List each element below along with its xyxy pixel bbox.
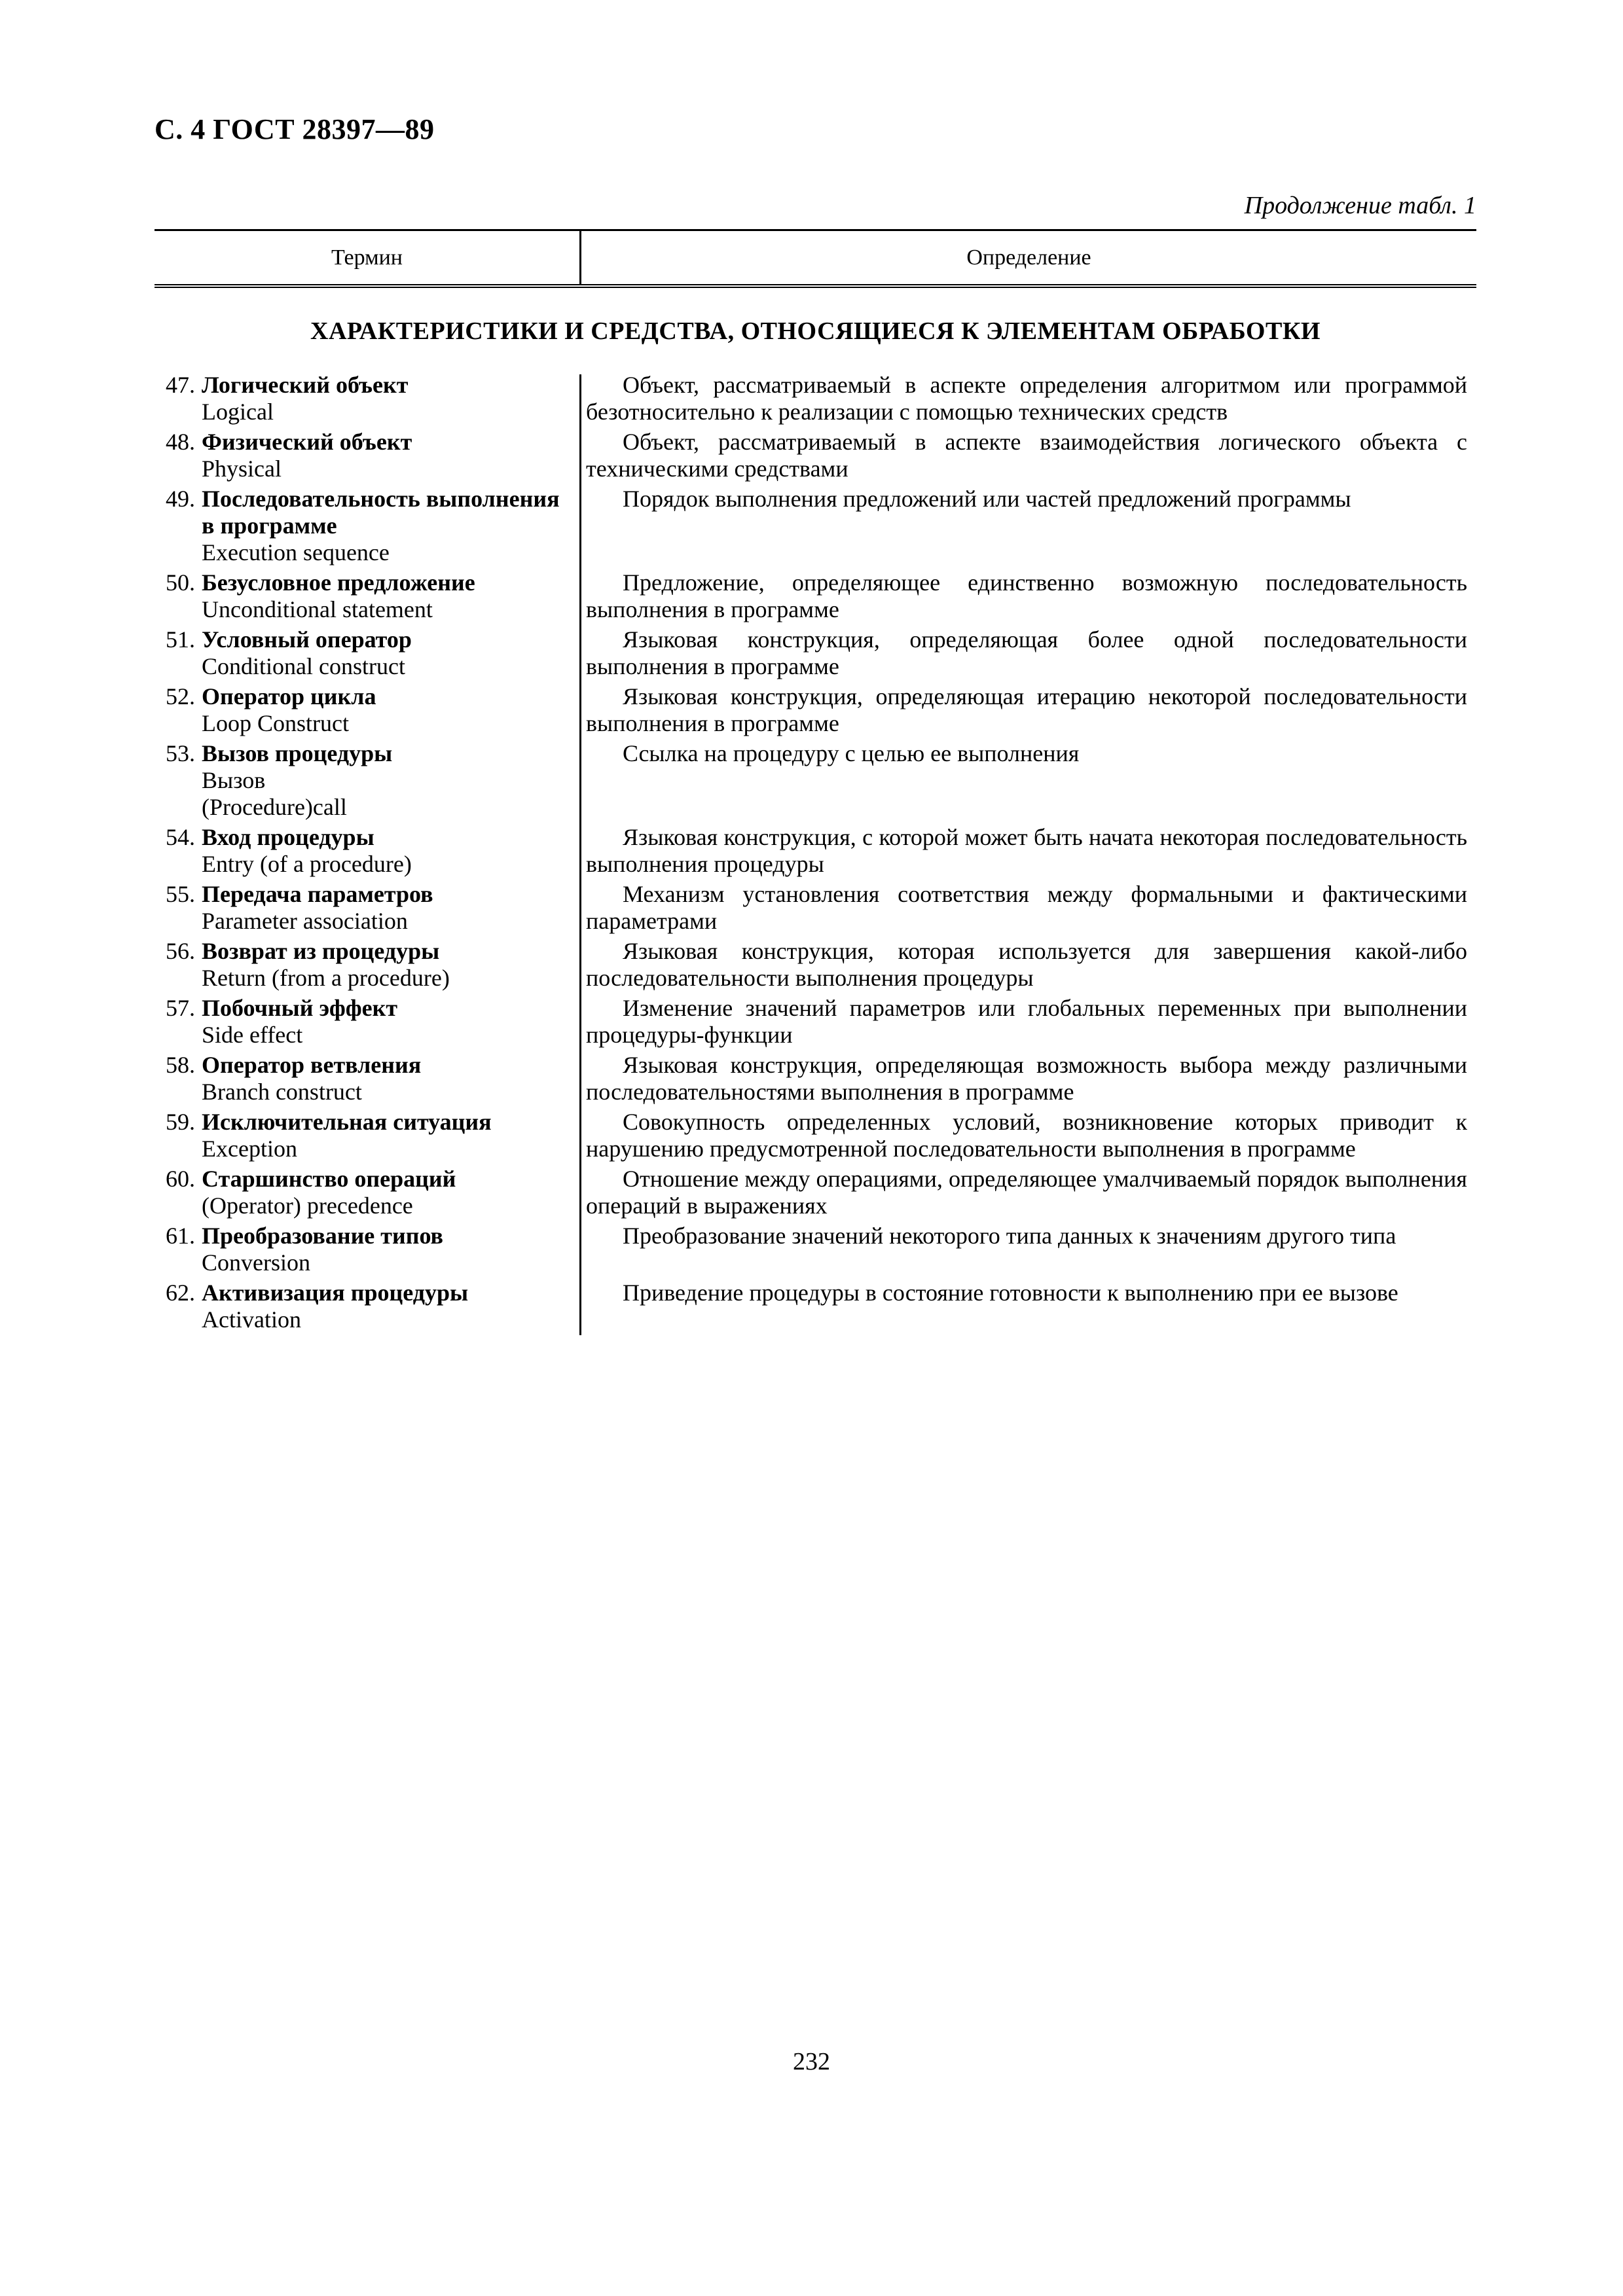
term-number: 56. xyxy=(166,938,195,964)
definition-cell: Предложение, определяющее единственно возможную последовательность выполнения в программе xyxy=(586,569,1467,622)
term-cell xyxy=(155,1109,579,1162)
term-number: 47. xyxy=(166,372,195,398)
term-english: Side effect xyxy=(202,1022,303,1048)
term-number: 57. xyxy=(166,995,195,1021)
term-number: 62. xyxy=(166,1280,195,1306)
table-row xyxy=(155,881,1476,935)
term-english: Execution sequence xyxy=(202,539,390,565)
section-title: ХАРАКТЕРИСТИКИ И СРЕДСТВА, ОТНОСЯЩИЕСЯ К ЭЛЕМЕНТАМ ОБРАБОТКИ xyxy=(310,317,1321,345)
column-definition-heading: Определение xyxy=(966,245,1091,270)
term-cell xyxy=(155,1052,579,1105)
table-row xyxy=(155,1109,1476,1162)
term-cell xyxy=(155,1280,579,1333)
term-english: Conditional construct xyxy=(202,653,405,679)
definition-cell: Приведение процедуры в состояние готовности к выполнению при ее вызове xyxy=(623,1280,1398,1306)
term-cell xyxy=(155,486,579,566)
table-row xyxy=(155,1052,1476,1105)
table-row xyxy=(155,1223,1476,1276)
definition-cell: Языковая конструкция, которая используется для завершения какой-либо последовательности выполнения процедуры xyxy=(586,938,1467,991)
term-russian: Активизация процедуры xyxy=(202,1280,469,1306)
definition-cell: Преобразование значений некоторого типа данных к значениям другого типа xyxy=(623,1223,1396,1249)
definition-cell: Ссылка на процедуру с целью ее выполнения xyxy=(623,740,1080,766)
table-row xyxy=(155,938,1476,992)
definition-cell: Объект, рассматриваемый в аспекте взаимодействия логического объекта с техническими средствами xyxy=(586,429,1467,482)
column-term-heading: Термин xyxy=(331,245,403,270)
term-russian: Исключительная ситуация xyxy=(202,1109,492,1135)
term-russian: Безусловное предложение xyxy=(202,569,475,596)
term-number: 59. xyxy=(166,1109,195,1135)
table-row xyxy=(155,995,1476,1049)
term-english: Parameter association xyxy=(202,908,408,934)
term-cell xyxy=(155,683,579,737)
table-continuation-note: Продолжение табл. 1 xyxy=(1244,192,1476,219)
term-number: 52. xyxy=(166,683,195,709)
table-row xyxy=(155,626,1476,680)
term-number: 61. xyxy=(166,1223,195,1249)
term-english: Conversion xyxy=(202,1249,310,1276)
table-row xyxy=(155,1280,1476,1333)
term-cell xyxy=(155,995,579,1049)
definition-cell: Механизм установления соответствия между формальными и фактическими параметрами xyxy=(586,881,1467,934)
definition-cell: Совокупность определенных условий, возникновение которых приводит к нарушению предусмотренной последовательности выполнения в программе xyxy=(586,1109,1467,1162)
term-cell xyxy=(155,1223,579,1276)
definition-cell: Языковая конструкция, определяющая возможность выбора между различными последовательностями выполнения в программе xyxy=(586,1052,1467,1105)
term-cell xyxy=(155,824,579,878)
term-english: (Operator) precedence xyxy=(202,1193,413,1219)
table-row xyxy=(155,1166,1476,1219)
term-number: 55. xyxy=(166,881,195,907)
term-cell xyxy=(155,938,579,992)
term-cell xyxy=(155,881,579,935)
table-row xyxy=(155,372,1476,425)
term-number: 50. xyxy=(166,569,195,596)
term-russian: Условный оператор xyxy=(202,626,412,653)
term-number: 58. xyxy=(166,1052,195,1078)
definition-cell: Языковая конструкция, определяющая итерацию некоторой последовательности выполнения в программе xyxy=(586,683,1467,736)
term-english: Return (from a procedure) xyxy=(202,965,450,991)
term-number: 60. xyxy=(166,1166,195,1192)
term-russian: Возврат из процедуры xyxy=(202,938,440,964)
definition-cell: Отношение между операциями, определяющее умалчиваемый порядок выполнения операций в выражениях xyxy=(586,1166,1467,1219)
table-row xyxy=(155,824,1476,878)
terms-table xyxy=(155,372,1476,1336)
term-number: 48. xyxy=(166,429,195,455)
term-english: Unconditional statement xyxy=(202,596,433,622)
term-russian: Передача параметров xyxy=(202,881,433,907)
term-cell xyxy=(155,740,579,821)
term-number: 53. xyxy=(166,740,195,766)
document-header: С. 4 ГОСТ 28397—89 xyxy=(155,113,435,145)
term-number: 49. xyxy=(166,486,195,512)
term-english: Entry (of a procedure) xyxy=(202,851,412,877)
definition-cell: Языковая конструкция, с которой может быть начата некоторая последовательность выполнения процедуры xyxy=(586,824,1467,877)
term-russian: Старшинство операций xyxy=(202,1166,456,1192)
table-row xyxy=(155,740,1476,821)
definition-cell: Изменение значений параметров или глобальных переменных при выполнении процедуры-функции xyxy=(586,995,1467,1048)
term-english: Exception xyxy=(202,1136,297,1162)
term-number: 51. xyxy=(166,626,195,653)
term-number: 54. xyxy=(166,824,195,850)
term-cell xyxy=(155,429,579,482)
term-english: Branch construct xyxy=(202,1079,362,1105)
definition-cell: Порядок выполнения предложений или частей предложений программы xyxy=(623,486,1351,512)
term-english: Logical xyxy=(202,399,274,425)
term-russian: Оператор цикла xyxy=(202,683,376,709)
term-english: Вызов (Procedure)call xyxy=(202,767,347,820)
term-english: Loop Construct xyxy=(202,710,349,736)
term-cell xyxy=(155,569,579,623)
table-row xyxy=(155,429,1476,482)
term-cell xyxy=(155,626,579,680)
table-row xyxy=(155,683,1476,737)
term-russian: Логический объект xyxy=(202,372,409,398)
table-column-header xyxy=(155,229,1476,288)
term-russian: Физический объект xyxy=(202,429,412,455)
table-row xyxy=(155,569,1476,623)
definition-cell: Языковая конструкция, определяющая более одной последовательности выполнения в программе xyxy=(586,626,1467,679)
term-russian: Вызов процедуры xyxy=(202,740,393,766)
term-russian: Преобразование типов xyxy=(202,1223,443,1249)
term-cell xyxy=(155,372,579,425)
term-english: Physical xyxy=(202,456,282,482)
definition-cell: Объект, рассматриваемый в аспекте определения алгоритмом или программой безотносительно к реализации с помощью технических средств xyxy=(586,372,1467,425)
table-row xyxy=(155,486,1476,566)
term-russian: Оператор ветвления xyxy=(202,1052,422,1078)
term-cell xyxy=(155,1166,579,1219)
term-russian: Вход процедуры xyxy=(202,824,374,850)
term-russian: Побочный эффект xyxy=(202,995,398,1021)
term-russian: Последовательность выполнения в программе xyxy=(202,486,560,539)
term-english: Activation xyxy=(202,1306,301,1333)
page-number: 232 xyxy=(793,2048,830,2075)
